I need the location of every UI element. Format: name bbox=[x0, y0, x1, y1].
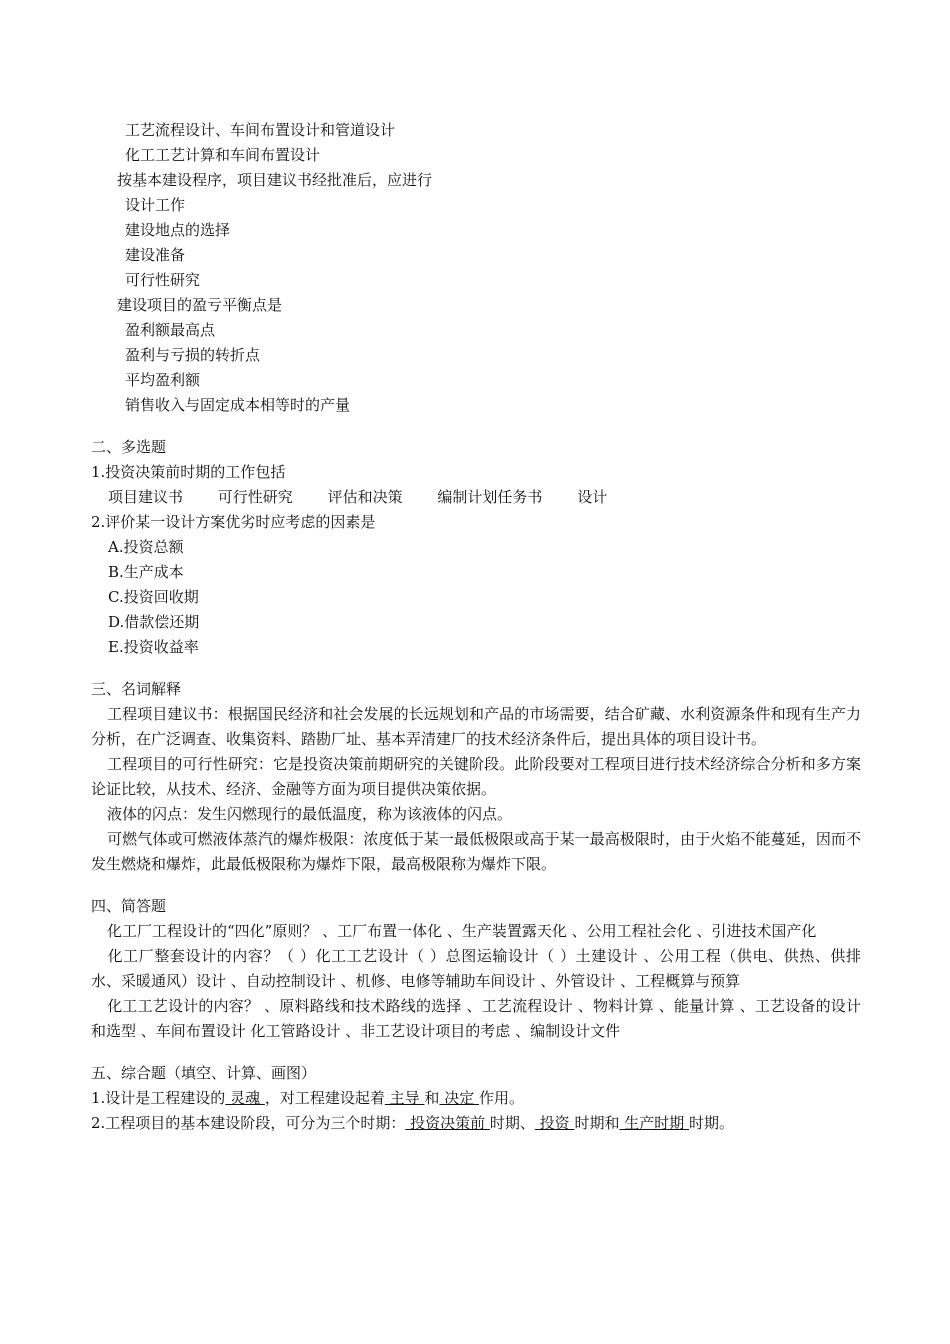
question-stem: 建设项目的盈亏平衡点是 bbox=[117, 296, 283, 314]
definition-paragraph: 可燃气体或可燃液体蒸汽的爆炸极限：浓度低于某一最低极限或高于某一最高极限时，由于火焰不能蔓延，因而不发生燃烧和爆炸，此最低极限称为爆炸下限，最高极限称为爆炸下限。 bbox=[91, 830, 861, 873]
option-text: 建设地点的选择 bbox=[125, 221, 231, 239]
fill-in-question: 1.设计是工程建设的 灵魂 ，对工程建设起着 主导 和 决定 作用。 bbox=[91, 1089, 524, 1107]
option-text: 编制计划任务书 bbox=[437, 488, 543, 506]
definition-paragraph: 液体的闪点：发生闪燃现行的最低温度，称为该液体的闪点。 bbox=[107, 805, 513, 823]
question-stem: 1.投资决策前时期的工作包括 bbox=[91, 463, 286, 481]
section-heading: 五、综合题（填空、计算、画图） bbox=[91, 1064, 317, 1082]
option-text: 设计 bbox=[577, 488, 608, 506]
question-stem: 按基本建设程序，项目建议书经批准后，应进行 bbox=[117, 171, 433, 189]
fill-in-question: 2.工程项目的基本建设阶段，可分为三个时期： 投资决策前 时期、 投资 时期和 生产时期 时期。 bbox=[91, 1114, 735, 1132]
option-row bbox=[91, 485, 861, 510]
answer-blank: 投资决策前 bbox=[405, 1114, 490, 1132]
option-text: B.生产成本 bbox=[108, 563, 184, 581]
question-stem: 2.评价某一设计方案优劣时应考虑的因素是 bbox=[91, 513, 376, 531]
option-text: 销售收入与固定成本相等时的产量 bbox=[125, 396, 351, 414]
option-text: A.投资总额 bbox=[108, 538, 184, 556]
option-text: E.投资收益率 bbox=[108, 638, 199, 656]
option-text: 项目建议书 bbox=[108, 488, 184, 506]
answer-blank: 投资 bbox=[534, 1114, 575, 1132]
option-text: 盈利与亏损的转折点 bbox=[125, 346, 261, 364]
answer-blank: 生产时期 bbox=[619, 1114, 689, 1132]
option-text: 设计工作 bbox=[125, 196, 186, 214]
section-heading: 四、简答题 bbox=[91, 897, 167, 915]
answer-blank: 灵魂 bbox=[225, 1089, 265, 1107]
option-text: 盈利额最高点 bbox=[125, 321, 216, 339]
section-heading: 三、名词解释 bbox=[91, 680, 182, 698]
option-text: 化工工艺计算和车间布置设计 bbox=[125, 146, 321, 164]
option-text: 可行性研究 bbox=[125, 271, 201, 289]
option-text: 建设准备 bbox=[125, 246, 186, 264]
option-text: 可行性研究 bbox=[217, 488, 293, 506]
option-text: 平均盈利额 bbox=[125, 371, 201, 389]
answer-paragraph: 化工厂工程设计的“四化”原则？ 、工厂布置一体化 、生产装置露天化 、公用工程社会化 、引进技术国产化 bbox=[107, 922, 817, 940]
definition-paragraph: 工程项目的可行性研究：它是投资决策前期研究的关键阶段。此阶段要对工程项目进行技术经济综合分析和多方案论证比较，从技术、经济、金融等方面为项目提供决策依据。 bbox=[91, 755, 861, 798]
answer-paragraph: 化工厂整套设计的内容？（ ）化工工艺设计（ ）总图运输设计（ ）土建设计 、公用工程（供电、供热、供排水、采暖通风）设计 、自动控制设计 、机修、电修等辅助车间设计 、外管设计 、工程概算与预算 bbox=[91, 947, 861, 990]
option-text: C.投资回收期 bbox=[108, 588, 199, 606]
answer-blank: 决定 bbox=[439, 1089, 479, 1107]
option-text: D.借款偿还期 bbox=[108, 613, 200, 631]
option-text: 工艺流程设计、车间布置设计和管道设计 bbox=[125, 121, 396, 139]
document-page bbox=[91, 118, 861, 1136]
option-text: 评估和决策 bbox=[327, 488, 403, 506]
answer-paragraph: 化工工艺设计的内容？ 、原料路线和技术路线的选择 、工艺流程设计 、物料计算 、能量计算 、工艺设备的设计和选型 、车间布置设计 化工管路设计 、非工艺设计项目的考虑 、编制设计文件 bbox=[91, 997, 861, 1040]
section-heading: 二、多选题 bbox=[91, 438, 167, 456]
definition-paragraph: 工程项目建议书：根据国民经济和社会发展的长远规划和产品的市场需要，结合矿藏、水利资源条件和现有生产力分析，在广泛调查、收集资料、踏勘厂址、基本弄清建厂的技术经济条件后，提出具体的项目设计书。 bbox=[91, 705, 861, 748]
answer-blank: 主导 bbox=[384, 1089, 425, 1107]
